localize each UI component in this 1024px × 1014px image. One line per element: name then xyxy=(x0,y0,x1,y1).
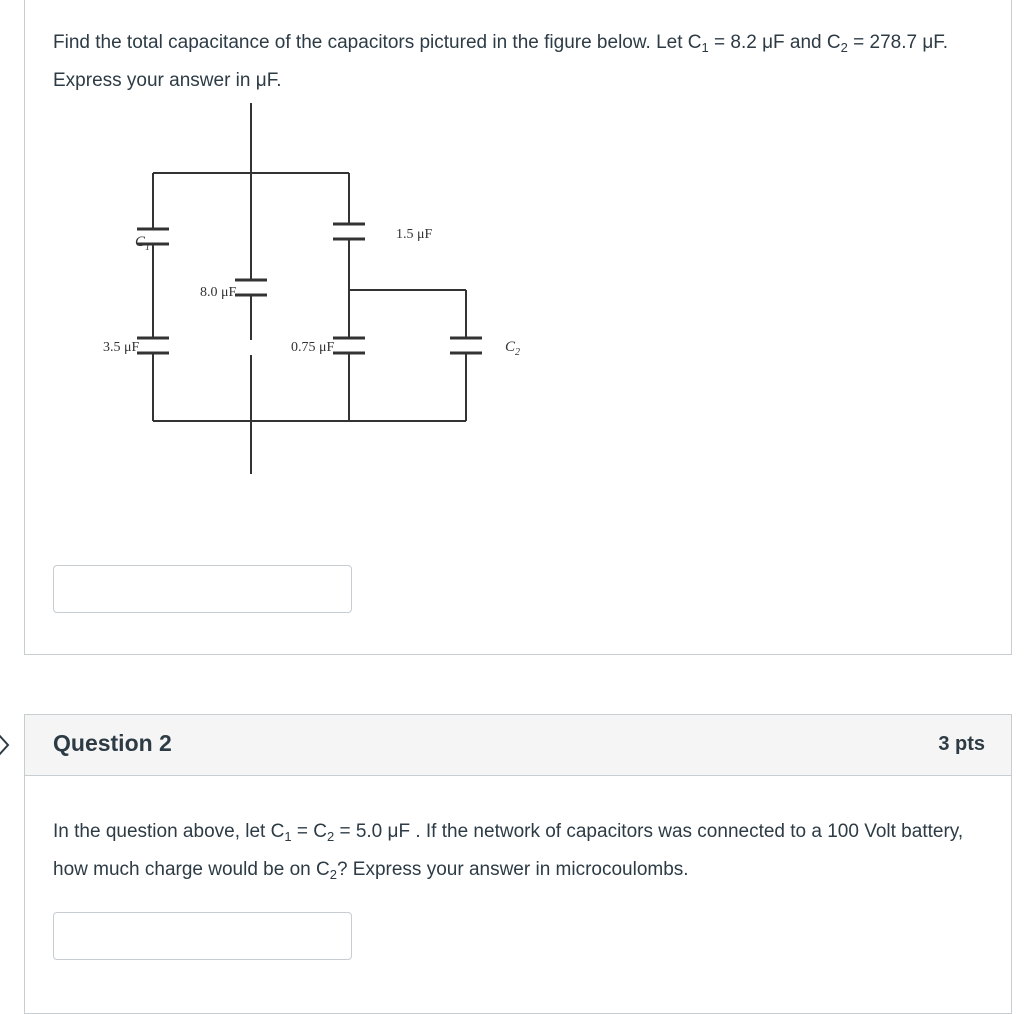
question-2-card xyxy=(24,714,1012,1014)
question-2-title: Question 2 xyxy=(53,730,172,756)
capacitor-3-5 xyxy=(137,338,169,353)
label-3-5-uf: 3.5 μF xyxy=(103,340,140,355)
label-1-5-uf: 1.5 μF xyxy=(396,227,433,242)
label-c2: $C_2$ xyxy=(505,339,521,358)
question-1-answer-input[interactable] xyxy=(53,565,352,613)
question-2-text: In the question above, let $C_1 = C_2 = 5.0$ μF . If the network of capacitors was connected to a 100 Volt battery, how much charge would be on $C_2$? Express your answer in microcoulombs. xyxy=(53,821,964,882)
question-2-points: 3 pts xyxy=(938,733,985,755)
label-8-0-uf: 8.0 μF xyxy=(200,285,237,300)
capacitor-1-5 xyxy=(333,224,365,239)
question-1-card xyxy=(24,0,1012,655)
capacitor-circuit-figure xyxy=(74,103,521,483)
label-c1: $C_1$ xyxy=(135,234,151,253)
question-2-answer-input[interactable] xyxy=(53,912,352,960)
capacitor-c2 xyxy=(450,338,482,353)
question-1-text: Find the total capacitance of the capacitors pictured in the figure below. Let $C_1 = 8.2$ μF and $C_2 = 278.7$ μF. Express your answer in μF. xyxy=(53,32,949,91)
capacitor-0-75 xyxy=(333,338,365,353)
capacitor-8-0 xyxy=(235,280,267,295)
chevron-right-icon[interactable] xyxy=(0,732,14,758)
label-0-75-uf: 0.75 μF xyxy=(291,340,335,355)
question-2-header xyxy=(25,715,1011,776)
